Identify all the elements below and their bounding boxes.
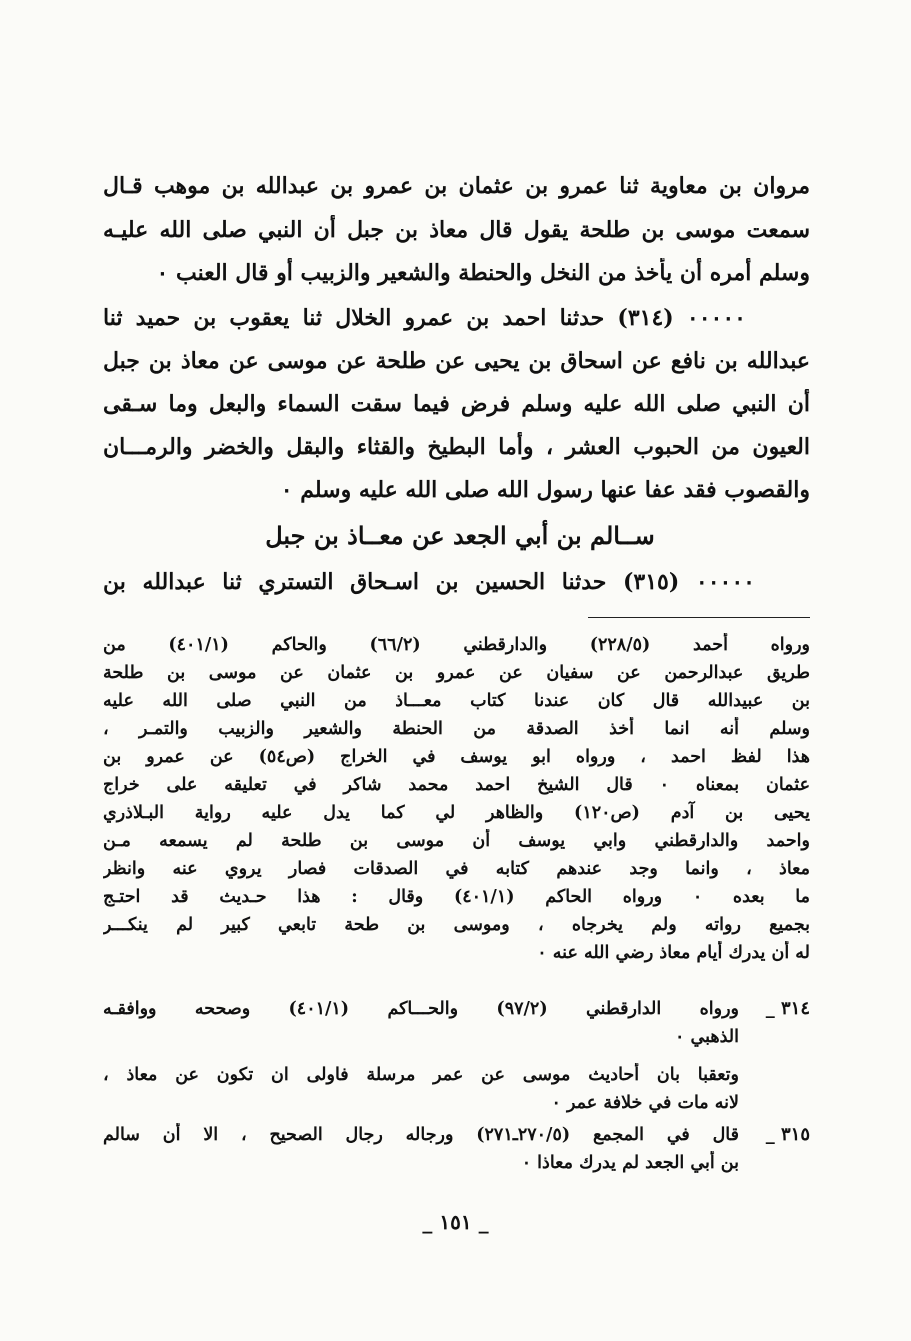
main-text-line-8: والقصوب فقد عفا عنها رسول الله صلى الله عليه وسلم ٠ — [280, 477, 810, 503]
main-text-line-7: العيون من الحبوب العشر ، وأما البطيخ والقثاء والبقل والخضر والرمـــان — [103, 434, 810, 460]
footnote-line: هذا لفظ احمد ، ورواه ابو يوسف في الخراج (ص٥٤) عن عمرو بن — [103, 747, 810, 767]
footnote-line: الذهبي ٠ — [675, 1027, 739, 1047]
main-text-line-hadith-315: ٠٠٠٠٠ (٣١٥) حدثنا الحسين بن اسـحاق التستري ثنا عبدالله بن — [103, 569, 755, 595]
footnote-line: وتعقبا بان أحاديث موسى عن عمر مرسلة فاولى ان تكون عن معاذ ، — [103, 1065, 739, 1085]
footnote-line: وسلم أنه انما أخذ الصدقة من الحنطة والشعير والزبيب والتمـر ، — [103, 719, 810, 739]
footnote-separator — [588, 617, 810, 618]
footnote-line: معاذ ، وانما وجد عندهم كتابه في الصدقات فصار يروي عنه وانظر — [103, 859, 810, 879]
footnote-number-314: ٣١٤ _ — [765, 998, 810, 1019]
footnote-line: يحيى بن آدم (ص١٢٠) والظاهر لي كما يدل عليه رواية البـلاذري — [103, 803, 810, 823]
footnote-line: ورواه الدارقطني (٩٧/٢) والحـــاكم (٤٠١/١) وصححه ووافقـه — [103, 999, 739, 1019]
footnote-line: لانه مات في خلافة عمر ٠ — [551, 1093, 739, 1113]
main-text-line-4: ٠٠٠٠٠ (٣١٤) حدثنا احمد بن عمرو الخلال ثنا يعقوب بن حميد ثنا — [103, 305, 746, 331]
footnote-line: طريق عبدالرحمن عن سفيان عن عمرو بن عثمان عن موسى بن طلحة — [103, 663, 810, 683]
main-text-line-6: أن النبي صلى الله عليه وسلم فرض فيما سقت السماء والبعل وما سـقى — [103, 391, 810, 417]
footnote-line: ما بعده ٠ ورواه الحاكم (٤٠١/١) وقال : هذا حـديث قد احتـج — [103, 887, 810, 907]
section-heading: ســالم بن أبي الجعد عن معــاذ بن جبل — [265, 521, 655, 550]
footnote-line: بن أبي الجعد لم يدرك معاذا ٠ — [521, 1153, 739, 1173]
footnote-line: ورواه أحمد (٢٢٨/٥) والدارقطني (٦٦/٢) والحاكم (٤٠١/١) من — [103, 635, 810, 655]
main-text-line-3: وسلم أمره أن يأخذ من النخل والحنطة والشعير والزبيب أو قال العنب ٠ — [156, 260, 810, 286]
main-text-line-5: عبدالله بن نافع عن اسحاق بن يحيى عن طلحة عن موسى عن معاذ بن جبل — [103, 348, 810, 374]
page-number: _ ١٥١ _ — [422, 1210, 489, 1234]
footnote-line: عثمان بمعناه ٠ قال الشيخ احمد محمد شاكر في تعليقه على خراج — [103, 775, 810, 795]
footnote-line: له أن يدرك أيام معاذ رضي الله عنه ٠ — [537, 943, 810, 963]
footnote-line: قال في المجمع (٢٧٠/٥ـ٢٧١) ورجاله رجال الصحيح ، الا أن سالم — [103, 1125, 739, 1145]
footnote-line: واحمد والدارقطني وابي يوسف أن موسى بن طلحة لم يسمعه مـن — [103, 831, 810, 851]
footnote-line: بن عبيدالله قال كان عندنا كتاب معـــاذ من النبي صلى الله عليه — [103, 691, 810, 711]
main-text-line-2: سمعت موسى بن طلحة يقول قال معاذ بن جبل أن النبي صلى الله عليـه — [103, 217, 810, 243]
footnote-number-315: ٣١٥ _ — [765, 1124, 810, 1145]
footnote-line: بجميع رواته ولم يخرجاه ، وموسى بن طحة تابعي كبير لم ينكـــر — [103, 915, 810, 935]
main-text-line-1: مروان بن معاوية ثنا عمرو بن عثمان بن عمرو بن عبدالله بن موهب قـال — [103, 173, 810, 199]
